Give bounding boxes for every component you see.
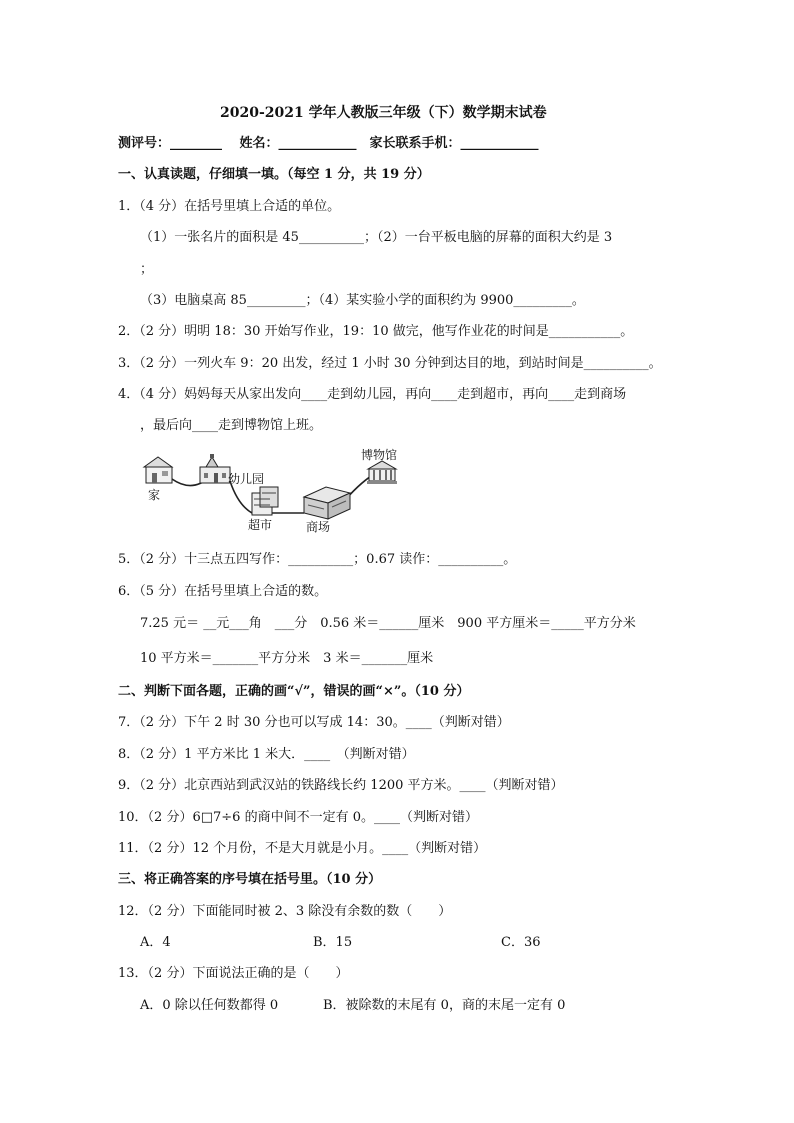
label-supermarket: 超市 bbox=[248, 518, 273, 532]
question-6-stem: 6．（5 分）在括号里填上合适的数。 bbox=[118, 584, 328, 599]
mall-icon bbox=[304, 487, 350, 519]
question-6-line2: 10 平方米＝_______平方分米 3 米＝_______厘米 bbox=[140, 651, 434, 666]
question-12-option-c: C．36 bbox=[501, 935, 541, 950]
question-8: 8．（2 分）1 平方米比 1 米大．____ （判断对错） bbox=[118, 747, 415, 762]
question-4-line1: 4．（4 分）妈妈每天从家出发向____走到幼儿园，再向____走到超市，再向____走到商场 bbox=[118, 387, 627, 402]
route-map-diagram bbox=[140, 447, 410, 535]
section3-heading: 三、将正确答案的序号填在括号里。（10 分） bbox=[118, 872, 382, 887]
question-11: 11．（2 分）12 个月份，不是大月就是小月。____（判断对错） bbox=[118, 841, 487, 856]
question-13-stem: 13．（2 分）下面说法正确的是（ ） bbox=[118, 966, 349, 981]
question-6-line1: 7.25 元＝ __元___角 ___分 0.56 米＝______厘米 900 平方厘米＝_____平方分米 bbox=[140, 616, 636, 631]
question-1-line1: （1）一张名片的面积是 45__________；（2）一台平板电脑的屏幕的面积大约是 3 bbox=[140, 230, 613, 245]
question-13-option-b: B．被除数的末尾有 0，商的末尾一定有 0 bbox=[323, 998, 566, 1013]
question-4-line2: ，最后向____走到博物馆上班。 bbox=[140, 418, 323, 433]
kindergarten-icon bbox=[200, 454, 230, 483]
label-mall: 商场 bbox=[306, 520, 331, 534]
supermarket-icon bbox=[252, 487, 278, 515]
question-5: 5．（2 分）十三点五四写作：__________；0.67 读作：__________。 bbox=[118, 552, 517, 567]
question-2: 2．（2 分）明明 18：30 开始写作业，19：10 做完，他写作业花的时间是___________。 bbox=[118, 324, 634, 339]
label-museum: 博物馆 bbox=[361, 448, 398, 462]
question-13-option-a: A．0 除以任何数都得 0 bbox=[140, 998, 279, 1013]
question-10: 10．（2 分）6□7÷6 的商中间不一定有 0。____（判断对错） bbox=[118, 810, 478, 825]
student-info-line: 测评号：________ 姓名：____________ 家长联系手机：____________ bbox=[118, 136, 539, 151]
question-9: 9．（2 分）北京西站到武汉站的铁路线长约 1200 平方米。____（判断对错） bbox=[118, 778, 564, 793]
question-1-stem: 1．（4 分）在括号里填上合适的单位。 bbox=[118, 199, 341, 214]
question-12-option-a: A．4 bbox=[140, 935, 171, 950]
label-home: 家 bbox=[148, 488, 161, 502]
question-12-stem: 12．（2 分）下面能同时被 2、3 除没有余数的数（ ） bbox=[118, 904, 452, 919]
home-icon bbox=[144, 457, 172, 483]
question-3: 3．（2 分）一列火车 9：20 出发，经过 1 小时 30 分钟到达目的地，到站时间是__________。 bbox=[118, 356, 662, 371]
question-1-line3: （3）电脑桌高 85_________；（4）某实验小学的面积约为 9900_________。 bbox=[140, 293, 585, 308]
page-title: 2020-2021 学年人教版三年级（下）数学期末试卷 bbox=[220, 105, 547, 121]
question-12-option-b: B．15 bbox=[313, 935, 353, 950]
section2-heading: 二、判断下面各题，正确的画“√”，错误的画“×”。（10 分） bbox=[118, 684, 470, 699]
question-1-line2: ； bbox=[140, 262, 154, 277]
museum-icon bbox=[367, 461, 397, 484]
section1-heading: 一、认真读题，仔细填一填。（每空 1 分，共 19 分） bbox=[118, 167, 430, 182]
question-7: 7．（2 分）下午 2 时 30 分也可以写成 14：30。____（判断对错） bbox=[118, 715, 510, 730]
label-kindergarten: 幼儿园 bbox=[228, 472, 265, 486]
